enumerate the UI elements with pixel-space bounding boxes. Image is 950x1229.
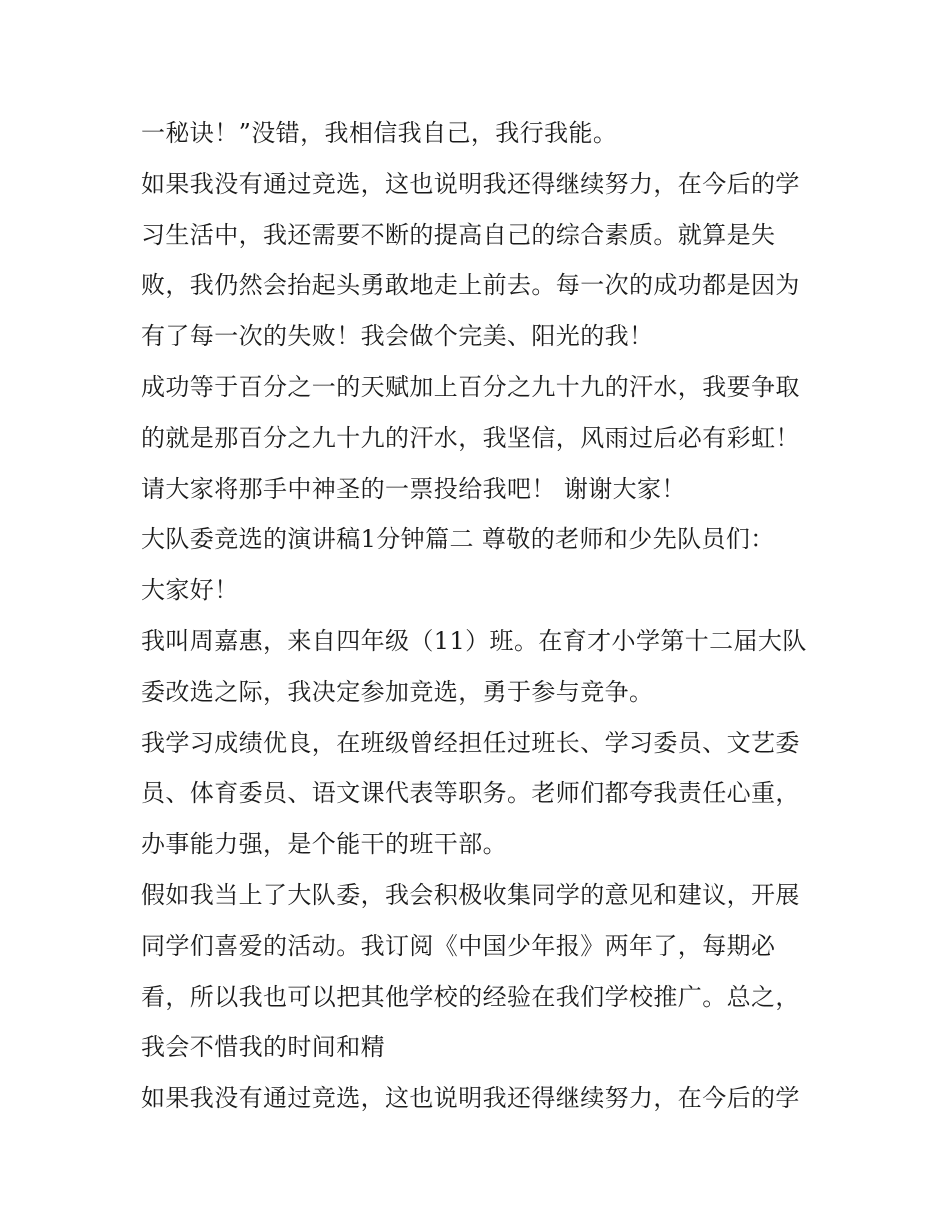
text-line: 看，所以我也可以把其他学校的经验在我们学校推广。总之， [141,982,800,1011]
text-line: 我学习成绩优良，在班级曾经担任过班长、学习委员、文艺委 [141,728,800,757]
section-heading-line: 大队委竞选的演讲稿1分钟篇二 尊敬的老师和少先队员们： [141,525,775,554]
text-line: 我叫周嘉惠，来自四年级（11）班。在育才小学第十二届大队 [141,626,807,655]
text-line: 习生活中，我还需要不断的提高自己的综合素质。就算是失 [141,220,776,249]
text-line: 败，我仍然会抬起头勇敢地走上前去。每一次的成功都是因为 [141,271,800,300]
text-line: 办事能力强，是个能干的班干部。 [141,830,507,859]
text-line: 如果我没有通过竞选，这也说明我还得继续努力，在今后的学 [141,169,800,198]
text-line: 如果我没有通过竞选，这也说明我还得继续努力，在今后的学 [141,1084,800,1113]
text-line: 有了每一次的失败！我会做个完美、阳光的我！ [141,322,654,351]
text-line: 员、体育委员、语文课代表等职务。老师们都夸我责任心重， [141,779,800,808]
text-line: 一秘诀！”没错，我相信我自己，我行我能。 [141,119,618,147]
text-line: 大家好！ [141,576,239,605]
text-line: 成功等于百分之一的天赋加上百分之九十九的汗水，我要争取 [141,372,800,401]
text-line: 我会不惜我的时间和精 [141,1033,385,1062]
text-line: 的就是那百分之九十九的汗水，我坚信，风雨过后必有彩虹！ [141,423,800,452]
text-line: 同学们喜爱的活动。我订阅《中国少年报》两年了，每期必 [141,931,776,960]
document-body [141,108,821,1124]
text-line: 委改选之际，我决定参加竞选，勇于参与竞争。 [141,677,654,706]
text-line: 假如我当上了大队委，我会积极收集同学的意见和建议，开展 [141,880,800,909]
text-line: 请大家将那手中神圣的一票投给我吧！ 谢谢大家！ [141,474,686,503]
